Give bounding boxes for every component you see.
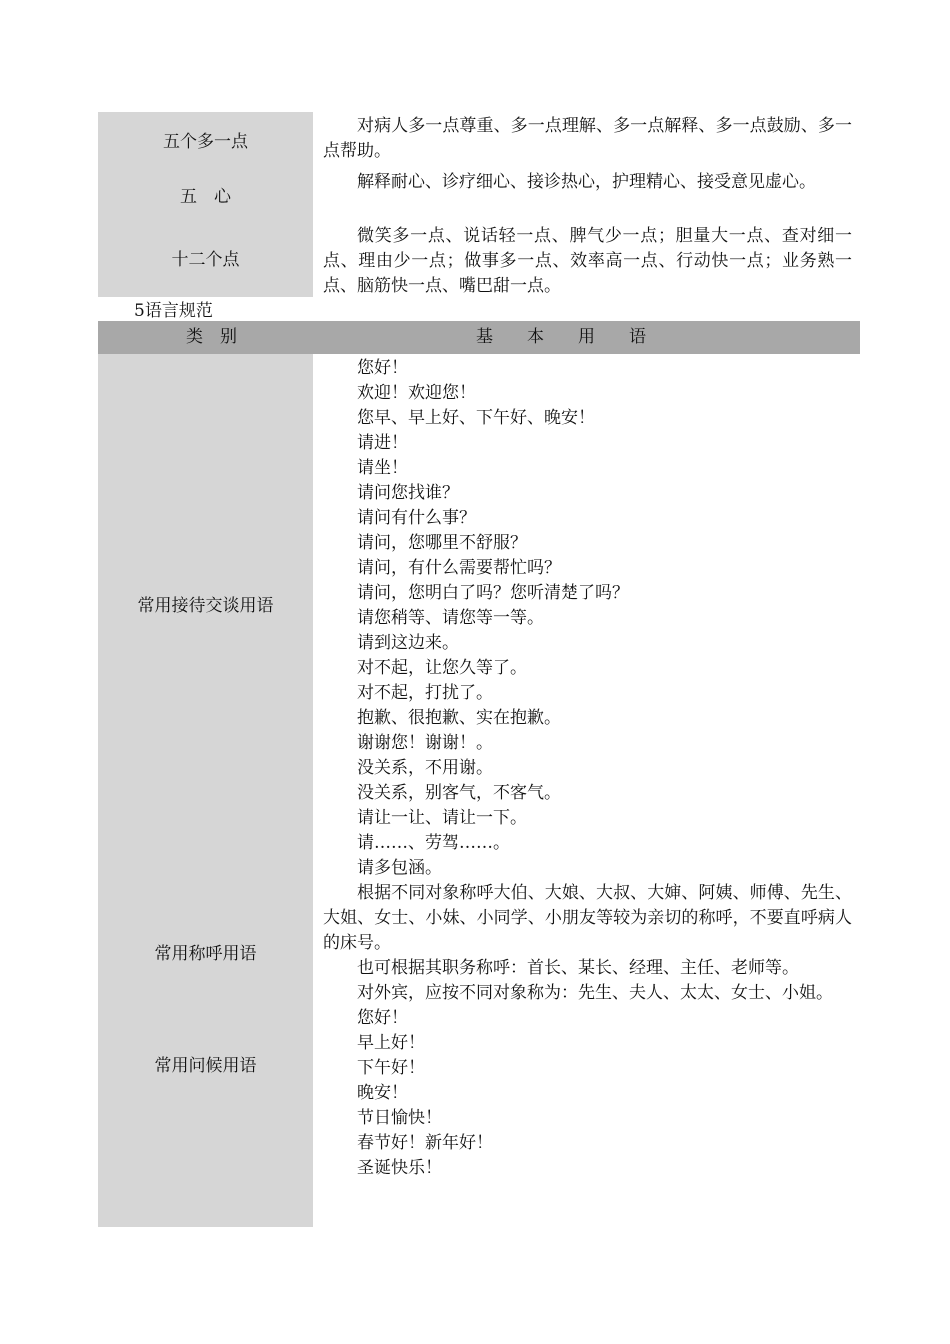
- phrase-line: 下午好！: [357, 1058, 425, 1078]
- category-reception: 常用接待交谈用语: [137, 596, 274, 616]
- reception-phrases: [323, 356, 852, 881]
- row-text-twelve-points: 微笑多一点、说话轻一点、脾气少一点；胆量大一点、查对细一点、理由少一点；做事多一点、效率高一点、行动快一点；业务熟一点、脑筋快一点、嘴巴甜一点。: [323, 226, 852, 296]
- phrase-line: 请让一让、请让一下。: [357, 808, 527, 828]
- phrase-line: 您早、早上好、下午好、晚安！: [357, 408, 595, 428]
- principles-label-column: [98, 112, 313, 297]
- row-text-five-more: 对病人多一点尊重、多一点理解、多一点解释、多一点鼓励、多一点帮助。: [323, 116, 852, 161]
- phrase-line: 请坐！: [357, 458, 408, 478]
- phrase-line: 请问，有什么需要帮忙吗？: [357, 558, 561, 578]
- phrase-line: 您好！: [357, 1008, 408, 1028]
- row-text-five-hearts: 解释耐心、诊疗细心、接诊热心，护理精心、接受意见虚心。: [357, 172, 816, 192]
- address-paragraph: 根据不同对象称呼大伯、大娘、大叔、大婶、阿姨、师傅、先生、大姐、女士、小妹、小同学、小朋友等较为亲切的称呼，不要直呼病人的床号。: [323, 883, 852, 953]
- category-greeting: 常用问候用语: [154, 1056, 257, 1076]
- phrase-line: 谢谢您！谢谢！。: [357, 733, 493, 753]
- principles-table: [98, 112, 860, 297]
- phrase-line: 对不起，打扰了。: [357, 683, 493, 703]
- address-paragraph: 也可根据其职务称呼：首长、某长、经理、主任、老师等。: [357, 958, 799, 978]
- greeting-phrases: [323, 1006, 852, 1181]
- phrase-line: 您好！: [357, 358, 408, 378]
- phrase-line: 欢迎！欢迎您！: [357, 383, 476, 403]
- phrase-line: 请……、劳驾……。: [357, 833, 510, 853]
- category-column: [98, 354, 313, 1227]
- section-title: 5语言规范: [134, 301, 213, 321]
- phrase-line: 没关系，不用谢。: [357, 758, 493, 778]
- phrase-line: 没关系，别客气，不客气。: [357, 783, 561, 803]
- row-label-five-hearts: 五 心: [180, 187, 231, 207]
- phrase-line: 请问您找谁？: [357, 483, 459, 503]
- address-paragraph: 对外宾，应按不同对象称为：先生、夫人、太太、女士、小姐。: [357, 983, 833, 1003]
- address-phrases: [323, 881, 852, 1006]
- phrase-line: 春节好！新年好！: [357, 1133, 493, 1153]
- phrases-column: [323, 356, 852, 1181]
- phrases-table: [98, 354, 860, 1227]
- category-address: 常用称呼用语: [154, 944, 257, 964]
- phrase-line: 请进！: [357, 433, 408, 453]
- row-label-five-more: 五个多一点: [163, 132, 248, 152]
- phrase-line: 节日愉快！: [357, 1108, 442, 1128]
- phrase-line: 对不起，让您久等了。: [357, 658, 527, 678]
- phrase-line: 请您稍等、请您等一等。: [357, 608, 544, 628]
- phrase-line: 请问有什么事？: [357, 508, 476, 528]
- phrase-line: 圣诞快乐！: [357, 1158, 442, 1178]
- header-phrases: 基 本 用 语: [476, 327, 646, 347]
- header-category: 类 别: [186, 327, 237, 347]
- phrase-line: 晚安！: [357, 1083, 408, 1103]
- phrase-line: 请到这边来。: [357, 633, 459, 653]
- phrase-line: 请多包涵。: [357, 858, 442, 878]
- row-label-twelve-points: 十二个点: [171, 250, 240, 270]
- phrase-line: 请问，您哪里不舒服？: [357, 533, 527, 553]
- phrase-line: 请问，您明白了吗？您听清楚了吗？: [357, 583, 629, 603]
- table-header: [98, 321, 860, 354]
- phrase-line: 早上好！: [357, 1033, 425, 1053]
- phrase-line: 抱歉、很抱歉、实在抱歉。: [357, 708, 561, 728]
